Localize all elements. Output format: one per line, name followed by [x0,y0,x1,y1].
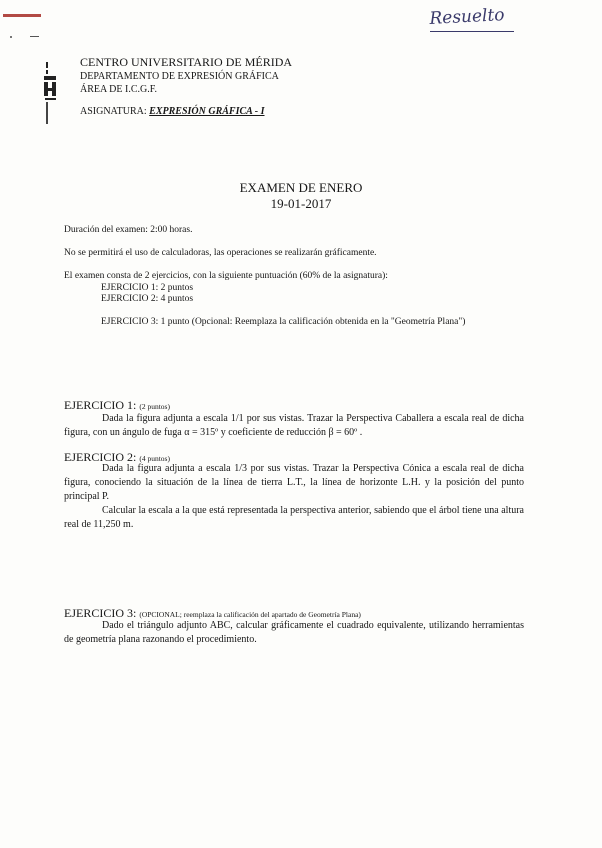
subject-line [80,105,265,118]
scan-dash [30,36,39,37]
exam-date: 19-01-2017 [270,196,332,211]
subject-name: EXPRESIÓN GRÁFICA - I [149,106,265,117]
institution-name: CENTRO UNIVERSITARIO DE MÉRIDA [80,55,293,69]
scan-dot [10,36,12,38]
stamp-underline [430,31,514,32]
exam-title: EXAMEN DE ENERO [239,180,363,195]
subject-label: ASIGNATURA: [80,106,147,117]
points-list-item: EJERCICIO 2: 4 puntos [101,294,194,304]
exercise-1-title: EJERCICIO 1: [64,398,137,412]
exercise-2-title: EJERCICIO 2: [64,450,137,464]
exercise-3-title: EJERCICIO 3: [64,606,137,620]
exercise-2-points: (4 puntos) [139,454,170,463]
exercise-1-heading [64,398,170,413]
composition-text: El examen consta de 2 ejercicios, con la siguiente puntuación (60% de la asignatura): [64,271,388,281]
exercise-1-text: Dada la figura adjunta a escala 1/1 por sus vistas. Trazar la Perspectiva Caballera a escala real de dicha figura, con un ángulo de fuga α = 315º y coeficiente de reducción β = 60º . [64,413,524,438]
resuelto-stamp: Resuelto [428,5,506,29]
exercise-2-text: Dada la figura adjunta a escala 1/3 por sus vistas. Trazar la Perspectiva Cónica a escala real de dicha figura, conociendo la situación de la línea de tierra L.T., la línea de horizonte L.H. y la posición del punto principal P. [64,463,524,502]
department-name: DEPARTAMENTO DE EXPRESIÓN GRÁFICA [80,71,279,82]
university-logo-icon [43,62,59,124]
exercise-1-points: (2 puntos) [139,402,170,411]
exercise-3-text: Dado el triángulo adjunto ABC, calcular gráficamente el cuadrado equivalente, utilizando herramientas de geometría plana razonando el procedimiento. [64,620,524,645]
duration-text: Duración del examen: 2:00 horas. [64,225,193,235]
points-list-item: EJERCICIO 1: 2 puntos [101,283,194,293]
optional-text: EJERCICIO 3: 1 punto (Opcional: Reemplaza la calificación obtenida en la "Geometría Plana") [101,317,466,327]
scan-mark [3,14,41,17]
exercise-2-text-scale: Calcular la escala a la que está representada la perspectiva anterior, sabiendo que el árbol tiene una altura real de 11,250 m. [64,505,524,530]
area-name: ÁREA DE I.C.G.F. [80,84,157,95]
exercise-3-points: (OPCIONAL; reemplaza la calificación del apartado de Geometría Plana) [139,610,361,619]
calculators-text: No se permitirá el uso de calculadoras, las operaciones se realizarán gráficamente. [64,248,377,258]
